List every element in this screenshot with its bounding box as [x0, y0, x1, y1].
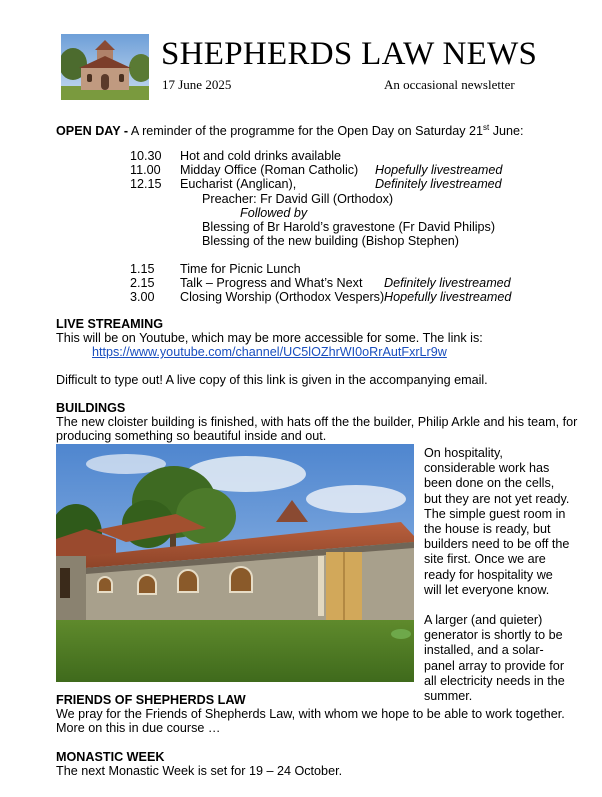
programme-time: 11.00 [130, 163, 161, 177]
programme-event: Talk – Progress and What’s Next [180, 276, 363, 290]
open-day-intro-end: June: [489, 124, 524, 138]
programme-event: Midday Office (Roman Catholic) [180, 163, 359, 177]
programme-note: Definitely livestreamed [384, 276, 511, 290]
hospitality-text [424, 446, 572, 704]
programme-note: Hopefully livestreamed [384, 290, 512, 304]
open-day-heading: OPEN DAY - [56, 124, 129, 138]
buildings-text-line: The new cloister building is finished, with hats off the the builder, Philip Arkle and his team, for [56, 415, 578, 429]
newsletter-title: SHEPHERDS LAW NEWS [161, 36, 538, 72]
programme-time: 2.15 [130, 276, 155, 290]
open-day-intro-text: A reminder of the programme for the Open Day on Saturday 21 [128, 124, 484, 138]
blessing-line: Blessing of Br Harold’s gravestone (Fr David Philips) [202, 220, 496, 234]
open-day-intro-sup: st [483, 122, 490, 132]
newsletter-date: 17 June 2025 [162, 77, 232, 92]
friends-text-line: More on this in due course … [56, 721, 221, 735]
live-streaming-note: Difficult to type out! A live copy of this link is given in the accompanying email. [56, 373, 488, 387]
cloister-building-photo [56, 444, 414, 682]
buildings-heading: BUILDINGS [56, 401, 126, 415]
youtube-link[interactable]: https://www.youtube.com/channel/UC5lOZhrWI0oRrAutFxrLr9w [92, 345, 447, 359]
monastic-week-heading: MONASTIC WEEK [56, 750, 165, 764]
programme-event: Eucharist (Anglican), [180, 177, 297, 191]
hospitality-paragraph: On hospitality, considerable work has been done on the cells, but they are not yet ready. The simple guest room in the house is ready, but builders need to be off the site first. Once we are ready for hospitality we will let everyone know. [424, 446, 570, 597]
programme-event: Closing Worship (Orthodox Vespers) [180, 290, 385, 304]
blessing-line: Blessing of the new building (Bishop Stephen) [202, 234, 459, 248]
friends-heading: FRIENDS OF SHEPHERDS LAW [56, 693, 246, 707]
programme-event: Hot and cold drinks available [180, 149, 342, 163]
buildings-text-line: producing something so beautiful inside and out. [56, 429, 327, 443]
open-day-intro [56, 124, 524, 139]
live-streaming-text: This will be on Youtube, which may be more accessible for some. The link is: [56, 331, 483, 345]
monastic-week-text: The next Monastic Week is set for 19 – 24 October. [56, 764, 343, 778]
programme-time: 10.30 [130, 149, 162, 163]
live-streaming-heading: LIVE STREAMING [56, 317, 164, 331]
programme-note: Hopefully livestreamed [375, 163, 503, 177]
programme-time: 12.15 [130, 177, 162, 191]
programme-time: 1.15 [130, 262, 155, 276]
followed-by-line: Followed by [240, 206, 308, 220]
programme-time: 3.00 [130, 290, 155, 304]
preacher-line: Preacher: Fr David Gill (Orthodox) [202, 192, 394, 206]
friends-text-line: We pray for the Friends of Shepherds Law, with whom we hope to be able to work together. [56, 707, 565, 721]
programme-note: Definitely livestreamed [375, 177, 502, 191]
newsletter-tagline: An occasional newsletter [384, 77, 515, 92]
programme-event: Time for Picnic Lunch [180, 262, 301, 276]
generator-paragraph: A larger (and quieter) generator is shortly to be installed, and a solar-panel array to provide for all electricity needs in the summer. [424, 613, 565, 704]
chapel-photo [61, 34, 149, 100]
